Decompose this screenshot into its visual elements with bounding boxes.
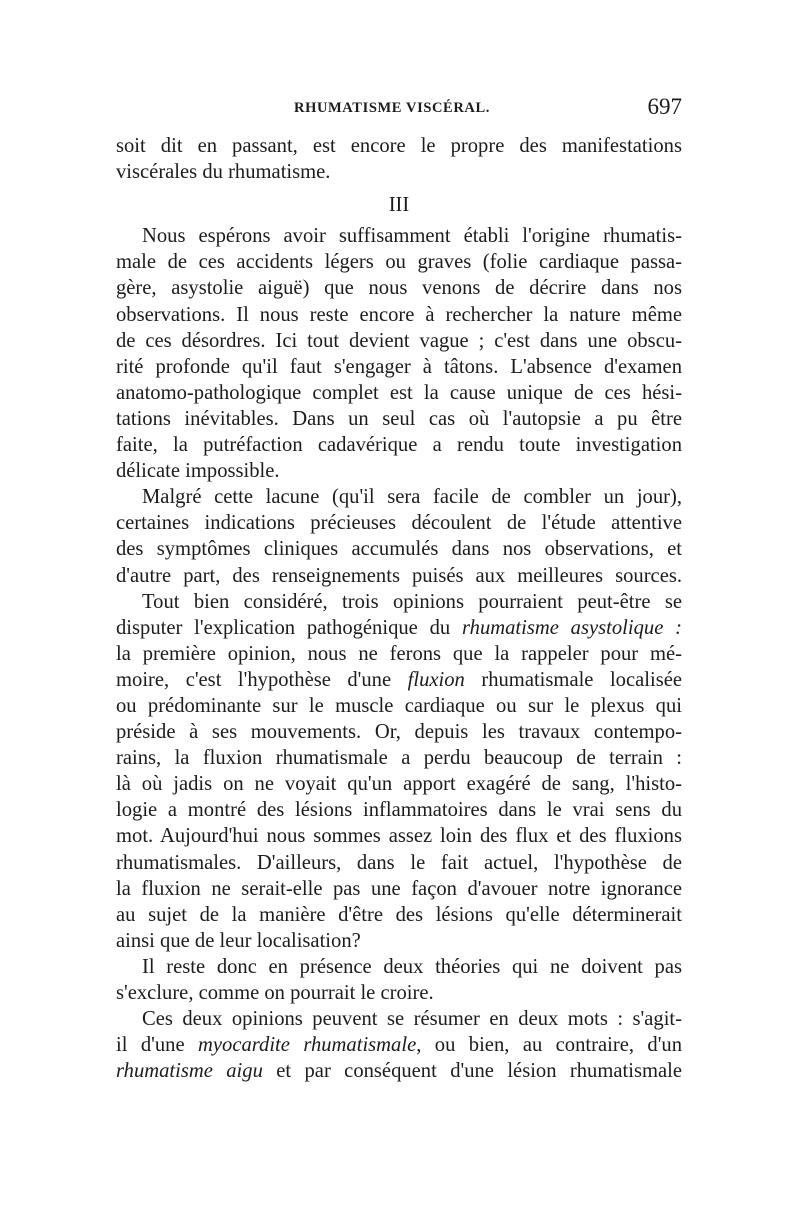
text-line: mot. Aujourd'hui nous sommes assez loin des flux et des fluxions [116,825,682,848]
text-line [116,667,682,693]
text-line [116,615,682,641]
text-run: , ou bien, au contraire, d'un [416,1034,683,1057]
text-line: délicate impossible. [116,460,280,483]
section-heading: III [388,194,410,217]
text-run: il d'une [116,1034,199,1057]
text-line: la première opinion, nous ne ferons que la rappeler pour mé- [116,642,682,665]
text-line: des symptômes cliniques accumulés dans nos observations, et [116,538,682,561]
text-line: s'exclure, comme on pourrait le croire. [116,982,434,1004]
text-line [116,1032,682,1058]
text-line: observations. Il nous reste encore à rechercher la nature même [116,303,682,326]
text-run: disputer l'explication pathogénique du [116,616,462,639]
text-line: la fluxion ne serait-elle pas une façon d'avouer notre ignorance [116,877,682,900]
text-line: viscérales du rhumatisme. [116,161,331,184]
running-title: RHUMATISME VISCÉRAL. [294,100,490,116]
text-line: anatomo-pathologique complet est la cause unique de ces hési- [116,381,682,404]
text-line: rhumatismales. D'ailleurs, dans le fait actuel, l'hypothèse de [116,851,682,874]
text-line: Tout bien considéré, trois opinions pourraient peut-être se [142,590,682,613]
text-line: certaines indications précieuses découlent de l'étude attentive [116,512,682,535]
text-line: logie a montré des lésions inflammatoires dans le vrai sens du [116,799,682,822]
text-line: Ces deux opinions peuvent se résumer en deux mots : s'agit- [142,1008,682,1031]
text-line: tations inévitables. Dans un seul cas où l'autopsie a pu être [116,407,682,430]
text-run: rhumatismale localisée [464,668,682,691]
text-line: d'autre part, des renseignements puisés aux meilleures sources. [116,564,682,587]
text-line: là où jadis on ne voyait qu'un apport exagéré de sang, l'histo- [116,773,682,796]
italic-term: myocardite rhumatismale [198,1034,417,1057]
text-line: soit dit en passant, est encore le propre des manifestations [116,135,682,157]
text-line: male de ces accidents légers ou graves (folie cardiaque passa- [116,251,682,274]
body-text [116,133,682,1084]
italic-term: rhumatisme aigu [116,1060,263,1083]
text-line: ainsi que de leur localisation? [116,929,361,952]
italic-term: fluxion [407,668,465,691]
text-line: Il reste donc en présence deux théories qui ne doivent pas [142,955,682,978]
text-line: faite, la putréfaction cadavérique a rendu toute investigation [116,434,682,457]
text-run: moire, c'est l'hypothèse d'une [116,668,408,691]
text-run: et par conséquent d'une lésion rhumatismale [262,1060,682,1083]
text-line: Nous espérons avoir suffisamment établi l'origine rhumatis- [142,225,682,248]
text-line: gère, asystolie aiguë) que nous venons de décrire dans nos [116,277,682,300]
text-line: ou prédominante sur le muscle cardiaque ou sur le plexus qui [116,694,682,717]
text-line: de ces désordres. Ici tout devient vague ; c'est dans une obscu- [116,329,682,352]
italic-term: rhumatisme asystolique : [462,616,682,639]
text-line: rité profonde qu'il faut s'engager à tâtons. L'absence d'examen [116,355,682,378]
text-line [116,1058,682,1084]
page-number: 697 [647,94,682,119]
text-line: préside à ses mouvements. Or, depuis les travaux contempo- [116,721,682,744]
running-head [116,96,682,120]
text-line: au sujet de la manière d'être des lésions qu'elle déterminerait [116,903,682,926]
text-line: rains, la fluxion rhumatismale a perdu beaucoup de terrain : [116,747,682,770]
text-line: Malgré cette lacune (qu'il sera facile de combler un jour), [142,486,682,509]
